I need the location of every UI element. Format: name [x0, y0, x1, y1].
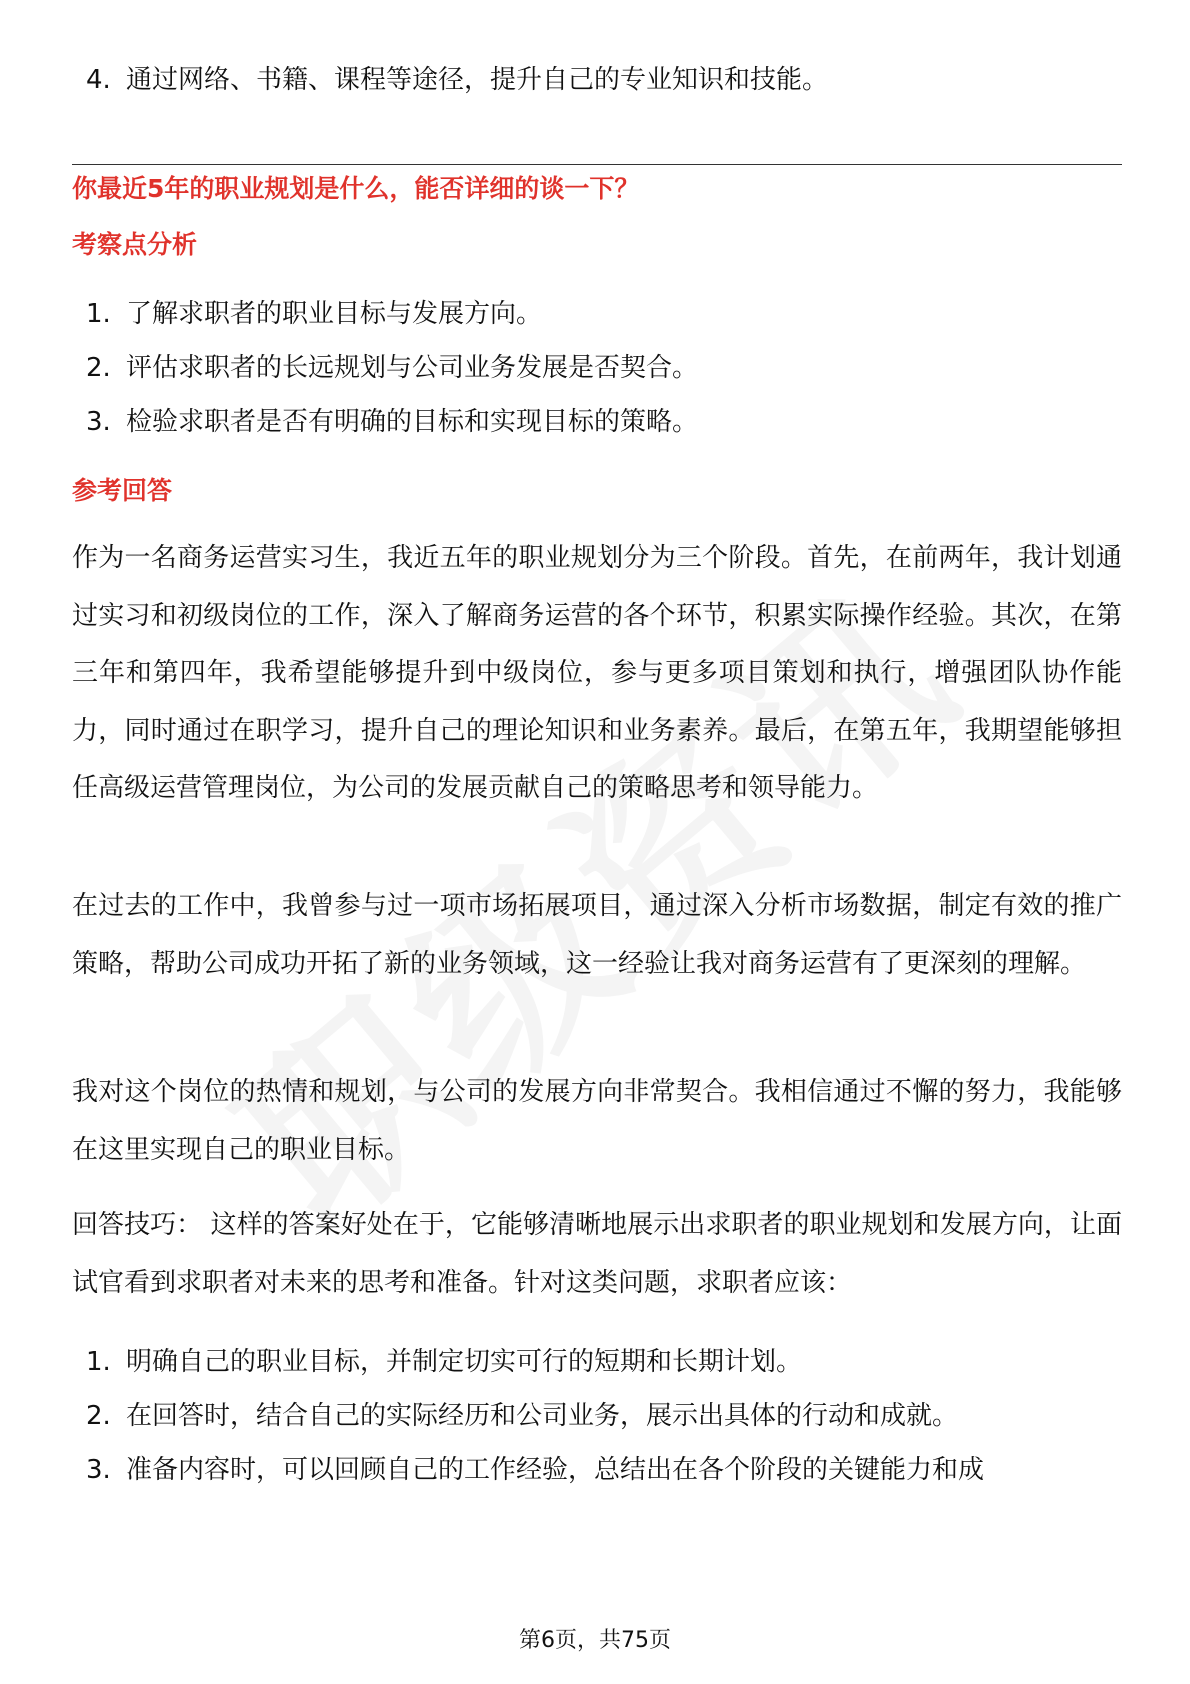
question-heading: 你最近5年的职业规划是什么，能否详细的谈一下？ — [72, 174, 640, 203]
list-item — [86, 404, 698, 440]
page-footer: 第6页，共75页 — [519, 1628, 671, 1653]
list-item — [86, 1344, 802, 1380]
divider — [72, 164, 1122, 165]
list-item — [86, 296, 542, 332]
list-number: 1. — [86, 299, 111, 329]
answer-paragraph: 作为一名商务运营实习生，我近五年的职业规划分为三个阶段。首先，在前两年，我计划通过实习和初级岗位的工作，深入了解商务运营的各个环节，积累实际操作经验。其次，在第三年和第四年，我希望能够提升到中级岗位，参与更多项目策划和执行，增强团队协作能力，同时通过在职学习，提升自己的理论知识和业务素养。最后，在第五年，我期望能够担任高级运营管理岗位，为公司的发展贡献自己的策略思考和领导能力。 — [72, 543, 1122, 803]
list-text: 准备内容时，可以回顾自己的工作经验，总结出在各个阶段的关键能力和成 — [126, 1455, 985, 1485]
list-text: 在回答时，结合自己的实际经历和公司业务，展示出具体的行动和成就。 — [126, 1401, 959, 1431]
list-item — [86, 350, 698, 386]
tips-paragraph: 回答技巧： 这样的答案好处在于，它能够清晰地展示出求职者的职业规划和发展方向，让面试官看到求职者对未来的思考和准备。针对这类问题，求职者应该： — [72, 1210, 1122, 1298]
list-text: 检验求职者是否有明确的目标和实现目标的策略。 — [126, 407, 699, 437]
answer-paragraph: 在过去的工作中，我曾参与过一项市场拓展项目，通过深入分析市场数据，制定有效的推广策略，帮助公司成功开拓了新的业务领域，这一经验让我对商务运营有了更深刻的理解。 — [72, 891, 1122, 979]
list-number: 1. — [86, 1347, 111, 1377]
answer-heading: 参考回答 — [72, 476, 173, 505]
answer-paragraph: 我对这个岗位的热情和规划，与公司的发展方向非常契合。我相信通过不懈的努力，我能够在这里实现自己的职业目标。 — [72, 1077, 1122, 1165]
list-item — [86, 62, 828, 98]
list-number: 3. — [86, 407, 111, 437]
list-item — [86, 1452, 984, 1488]
list-number: 2. — [86, 353, 111, 383]
list-number: 2. — [86, 1401, 111, 1431]
list-text: 评估求职者的长远规划与公司业务发展是否契合。 — [126, 353, 699, 383]
list-number: 3. — [86, 1455, 111, 1485]
list-item — [86, 1398, 958, 1434]
list-number: 4. — [86, 65, 111, 95]
list-text: 明确自己的职业目标，并制定切实可行的短期和长期计划。 — [126, 1347, 803, 1377]
list-text: 了解求职者的职业目标与发展方向。 — [126, 299, 543, 329]
analysis-heading: 考察点分析 — [72, 230, 198, 259]
list-text: 通过网络、书籍、课程等途径，提升自己的专业知识和技能。 — [126, 65, 829, 95]
